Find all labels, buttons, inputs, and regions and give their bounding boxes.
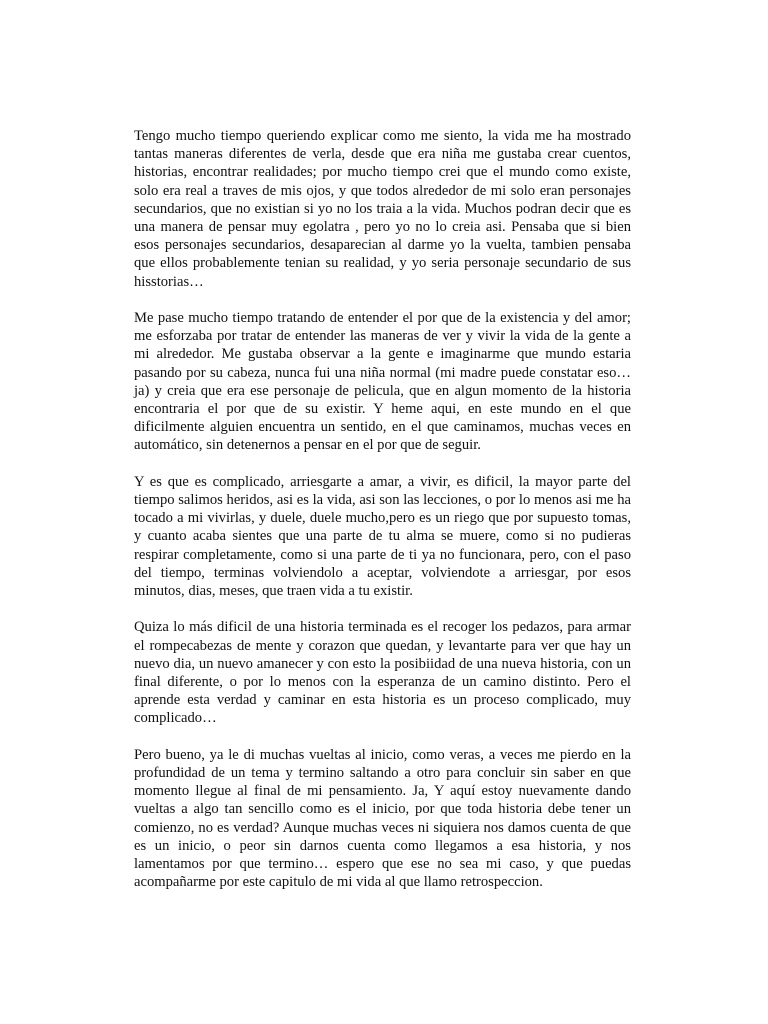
paragraph-3: Y es que es complicado, arriesgarte a amar, a vivir, es dificil, la mayor parte del tiempo salimos heridos, asi es la vida, asi son las lecciones, o por lo menos asi me ha tocado a mi vivirlas, y duele, duele mucho,pero es un riego que por supuesto tomas, y cuanto acaba sientes que una parte de tu alma se muere, como si no pudieras respirar completamente, como si una parte de ti ya no funcionara, pero, con el paso del tiempo, terminas volviendolo a aceptar, volviendote a arriesgar, por esos minutos, dias, meses, que traen vida a tu existir.: [134, 473, 631, 600]
paragraph-2: Me pase mucho tiempo tratando de entender el por que de la existencia y del amor; me esforzaba por tratar de entender las maneras de ver y vivir la vida de la gente a mi alrededor. Me gustaba observar a la gente e imaginarme que mundo estaria pasando por su cabeza, nunca fui una niña normal (mi madre puede constatar eso… ja) y creia que era ese personaje de pelicula, que en algun momento de la historia encontraria el por que de su existir. Y heme aqui, en este mundo en el que dificilmente alguien encuentra un sentido, en el que caminamos, muchas veces en automático, sin detenernos a pensar en el por que de seguir.: [134, 310, 631, 454]
paragraph-5: Pero bueno, ya le di muchas vueltas al inicio, como veras, a veces me pierdo en la profundidad de un tema y termino saltando a otro para concluir sin saber en que momento llegue al final de mi pensamiento. Ja, Y aquí estoy nuevamente dando vueltas a algo tan sencillo como es el inicio, por que toda historia debe tener un comienzo, no es verdad? Aunque muchas veces ni siquiera nos damos cuenta de que es un inicio, o peor sin darnos cuenta como llegamos a esa historia, y nos lamentamos por que termino… espero que ese no sea mi caso, y que puedas acompañarme por este capitulo de mi vida al que llamo retrospeccion.: [134, 746, 631, 891]
paragraph-4: Quiza lo más dificil de una historia terminada es el recoger los pedazos, para armar el rompecabezas de mente y corazon que quedan, y levantarte para ver que hay un nuevo dia, un nuevo amanecer y con esto la posibiidad de una nueva historia, con un final diferente, o por lo menos con la esperanza de un camino distinto. Pero el aprende esta verdad y caminar en esta historia es un proceso complicado, muy complicado…: [134, 619, 631, 727]
document-body: [134, 127, 631, 910]
paragraph-1: Tengo mucho tiempo queriendo explicar como me siento, la vida me ha mostrado tantas maneras diferentes de verla, desde que era niña me gustaba crear cuentos, historias, encontrar realidades; por mucho tiempo crei que el mundo como existe, solo era real a traves de mis ojos, y que todos alrededor de mi solo eran personajes secundarios, que no existian si yo no los traia a la vida. Muchos podran decir que es una manera de pensar muy egolatra , pero yo no lo creia asi. Pensaba que si bien esos personajes secundarios, desaparecian al darme yo la vuelta, tambien pensaba que ellos probablemente tenian su realidad, y yo seria personaje secundario de sus hisstorias…: [134, 128, 631, 290]
